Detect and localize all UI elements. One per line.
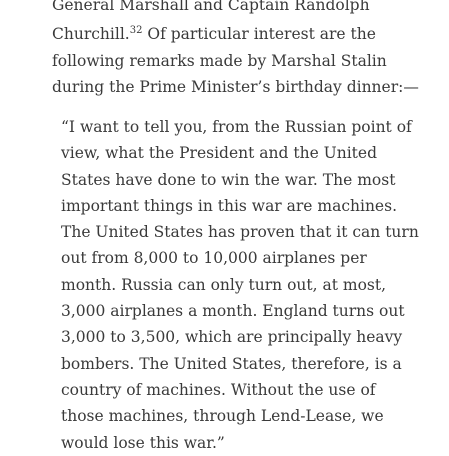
intro-text: Churchill.: [52, 25, 130, 44]
intro-paragraph: [52, 0, 442, 100]
quote-line: States have done to win the war. The most: [61, 170, 396, 189]
footnote-number: 32: [129, 25, 143, 37]
intro-line: General Marshall and Captain Randolph: [52, 0, 370, 14]
quote-line: 3,000 to 3,500, which are principally heavy: [61, 328, 403, 347]
stalin-quote: [61, 114, 441, 456]
intro-line: following remarks made by Marshal Stalin: [52, 51, 387, 70]
quote-line: important things in this war are machines.: [61, 196, 397, 215]
quote-line: bombers. The United States, therefore, is a: [61, 354, 402, 373]
intro-text: Of particular interest are the: [142, 25, 376, 44]
intro-line: [52, 18, 442, 47]
quote-line: those machines, through Lend-Lease, we: [61, 407, 384, 426]
quote-line: month. Russia can only turn out, at most,: [61, 275, 387, 294]
footnote-link[interactable]: [130, 25, 143, 43]
quote-line: would lose this war.”: [61, 433, 225, 452]
quote-line: The United States has proven that it can turn: [61, 223, 419, 242]
quote-line: view, what the President and the United: [61, 144, 377, 163]
quote-line: “I want to tell you, from the Russian point of: [61, 118, 412, 136]
intro-line: during the Prime Minister’s birthday dinner:—: [52, 77, 419, 96]
quote-line: country of machines. Without the use of: [61, 380, 376, 399]
quote-line: out from 8,000 to 10,000 airplanes per: [61, 249, 367, 268]
quote-line: 3,000 airplanes a month. England turns out: [61, 302, 405, 321]
